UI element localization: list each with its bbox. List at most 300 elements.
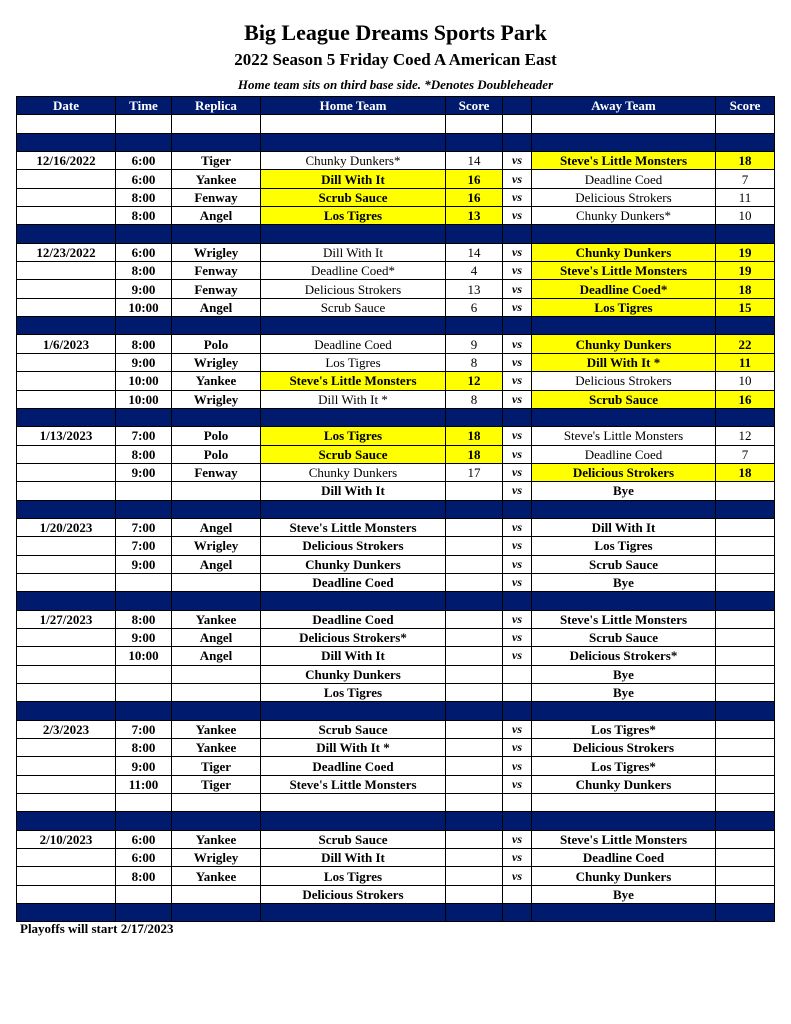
game-row: [17, 757, 775, 775]
col-header-away-score: Score: [716, 97, 775, 115]
home-score-cell: 17: [446, 463, 503, 481]
separator-cell: [116, 904, 172, 922]
away-team-cell: Los Tigres*: [532, 720, 716, 738]
home-score-cell: [446, 647, 503, 665]
separator-cell: [532, 812, 716, 830]
time-cell: 7:00: [116, 518, 172, 536]
home-score-cell: 16: [446, 188, 503, 206]
time-cell: 6:00: [116, 830, 172, 848]
separator-cell: [261, 317, 446, 335]
separator-cell: [17, 812, 116, 830]
away-team-cell: Delicious Strokers: [532, 372, 716, 390]
vs-cell: vs: [503, 372, 532, 390]
game-row: [17, 280, 775, 298]
separator-cell: [172, 225, 261, 243]
home-score-cell: [446, 518, 503, 536]
away-score-cell: [716, 867, 775, 885]
time-cell: 10:00: [116, 647, 172, 665]
away-team-cell: Bye: [532, 482, 716, 500]
time-cell: 8:00: [116, 188, 172, 206]
vs-cell: vs: [503, 207, 532, 225]
away-score-cell: [716, 628, 775, 646]
away-score-cell: 10: [716, 372, 775, 390]
separator-cell: [446, 500, 503, 518]
time-cell: 10:00: [116, 298, 172, 316]
date-cell: [17, 555, 116, 573]
col-header-home-team: Home Team: [261, 97, 446, 115]
page-title: Big League Dreams Sports Park: [244, 20, 547, 45]
away-score-cell: [716, 830, 775, 848]
home-team-cell: Dill With It *: [261, 390, 446, 408]
separator-cell: [17, 317, 116, 335]
home-score-cell: [446, 628, 503, 646]
game-row: [17, 170, 775, 188]
game-row: [17, 243, 775, 261]
away-team-cell: Scrub Sauce: [532, 555, 716, 573]
away-team-cell: Deadline Coed: [532, 170, 716, 188]
replica-cell: Fenway: [172, 188, 261, 206]
game-row: [17, 427, 775, 445]
vs-cell: [503, 684, 532, 702]
replica-cell: Angel: [172, 647, 261, 665]
vs-cell: vs: [503, 463, 532, 481]
separator-cell: [503, 225, 532, 243]
date-cell: [17, 372, 116, 390]
away-team-cell: Los Tigres*: [532, 757, 716, 775]
separator-cell: [446, 133, 503, 151]
date-cell: [17, 262, 116, 280]
replica-cell: Wrigley: [172, 243, 261, 261]
home-score-cell: [446, 830, 503, 848]
game-row: [17, 518, 775, 536]
separator-cell: [532, 225, 716, 243]
vs-cell: vs: [503, 537, 532, 555]
home-team-cell: Dill With It: [261, 647, 446, 665]
replica-cell: Polo: [172, 445, 261, 463]
away-team-cell: Los Tigres: [532, 537, 716, 555]
separator-cell: [172, 500, 261, 518]
vs-cell: vs: [503, 775, 532, 793]
replica-cell: Angel: [172, 298, 261, 316]
home-team-cell: Deadline Coed: [261, 757, 446, 775]
blank-cell: [503, 115, 532, 133]
replica-cell: Tiger: [172, 775, 261, 793]
separator-cell: [116, 812, 172, 830]
game-row: [17, 537, 775, 555]
separator-cell: [716, 904, 775, 922]
separator-cell: [172, 317, 261, 335]
separator-cell: [261, 592, 446, 610]
game-row: [17, 445, 775, 463]
home-score-cell: [446, 482, 503, 500]
vs-cell: vs: [503, 739, 532, 757]
separator-cell: [716, 812, 775, 830]
replica-cell: Polo: [172, 335, 261, 353]
away-team-cell: Scrub Sauce: [532, 390, 716, 408]
separator-cell: [446, 702, 503, 720]
away-team-cell: Deadline Coed*: [532, 280, 716, 298]
time-cell: [116, 684, 172, 702]
replica-cell: Wrigley: [172, 353, 261, 371]
time-cell: [116, 482, 172, 500]
date-cell: [17, 188, 116, 206]
date-cell: [17, 885, 116, 903]
vs-cell: vs: [503, 757, 532, 775]
game-row: [17, 335, 775, 353]
separator-cell: [503, 408, 532, 426]
col-header-vs: [503, 97, 532, 115]
vs-cell: vs: [503, 353, 532, 371]
home-score-cell: [446, 720, 503, 738]
game-row: [17, 573, 775, 591]
replica-cell: [172, 573, 261, 591]
away-score-cell: 18: [716, 280, 775, 298]
date-cell: [17, 463, 116, 481]
separator-cell: [172, 812, 261, 830]
time-cell: 6:00: [116, 849, 172, 867]
home-score-cell: [446, 555, 503, 573]
game-row: [17, 262, 775, 280]
home-score-cell: [446, 849, 503, 867]
home-team-cell: Chunky Dunkers: [261, 463, 446, 481]
separator-cell: [446, 408, 503, 426]
date-cell: 12/16/2022: [17, 152, 116, 170]
date-cell: 1/6/2023: [17, 335, 116, 353]
away-score-cell: [716, 573, 775, 591]
away-score-cell: [716, 665, 775, 683]
time-cell: 8:00: [116, 739, 172, 757]
away-score-cell: 16: [716, 390, 775, 408]
separator-cell: [116, 592, 172, 610]
away-score-cell: [716, 518, 775, 536]
separator-cell: [261, 133, 446, 151]
date-cell: [17, 867, 116, 885]
separator-cell: [716, 500, 775, 518]
blank-cell: [716, 794, 775, 812]
vs-cell: vs: [503, 518, 532, 536]
home-score-cell: 14: [446, 152, 503, 170]
separator-cell: [446, 225, 503, 243]
home-team-cell: Deadline Coed*: [261, 262, 446, 280]
separator-cell: [116, 408, 172, 426]
time-cell: 11:00: [116, 775, 172, 793]
away-score-cell: 18: [716, 152, 775, 170]
time-cell: [116, 573, 172, 591]
game-row: [17, 482, 775, 500]
separator-row: [17, 225, 775, 243]
home-score-cell: 18: [446, 445, 503, 463]
replica-cell: Yankee: [172, 372, 261, 390]
vs-cell: [503, 885, 532, 903]
away-team-cell: Deadline Coed: [532, 445, 716, 463]
time-cell: 8:00: [116, 335, 172, 353]
away-team-cell: Bye: [532, 684, 716, 702]
date-cell: [17, 647, 116, 665]
replica-cell: Angel: [172, 207, 261, 225]
home-score-cell: 9: [446, 335, 503, 353]
separator-cell: [446, 317, 503, 335]
time-cell: 8:00: [116, 610, 172, 628]
home-team-cell: Dill With It: [261, 482, 446, 500]
vs-cell: vs: [503, 152, 532, 170]
away-team-cell: Bye: [532, 885, 716, 903]
home-score-cell: 8: [446, 353, 503, 371]
blank-cell: [261, 794, 446, 812]
vs-cell: vs: [503, 610, 532, 628]
separator-cell: [532, 133, 716, 151]
home-team-cell: Los Tigres: [261, 427, 446, 445]
replica-cell: [172, 684, 261, 702]
blank-cell: [532, 794, 716, 812]
home-score-cell: [446, 573, 503, 591]
vs-cell: vs: [503, 573, 532, 591]
replica-cell: Yankee: [172, 830, 261, 848]
replica-cell: Fenway: [172, 280, 261, 298]
replica-cell: Fenway: [172, 262, 261, 280]
time-cell: 10:00: [116, 390, 172, 408]
date-cell: [17, 628, 116, 646]
away-score-cell: 22: [716, 335, 775, 353]
away-score-cell: [716, 555, 775, 573]
home-team-cell: Steve's Little Monsters: [261, 372, 446, 390]
home-score-cell: [446, 739, 503, 757]
col-header-replica: Replica: [172, 97, 261, 115]
away-score-cell: [716, 684, 775, 702]
separator-cell: [532, 592, 716, 610]
away-team-cell: Delicious Strokers: [532, 463, 716, 481]
date-cell: [17, 849, 116, 867]
away-team-cell: Steve's Little Monsters: [532, 262, 716, 280]
replica-cell: Angel: [172, 555, 261, 573]
blank-cell: [446, 115, 503, 133]
separator-cell: [503, 812, 532, 830]
away-score-cell: [716, 775, 775, 793]
away-team-cell: Chunky Dunkers: [532, 775, 716, 793]
away-team-cell: Delicious Strokers: [532, 739, 716, 757]
game-row: [17, 353, 775, 371]
away-team-cell: Dill With It *: [532, 353, 716, 371]
col-header-time: Time: [116, 97, 172, 115]
game-row: [17, 152, 775, 170]
away-team-cell: Chunky Dunkers: [532, 335, 716, 353]
home-score-cell: 8: [446, 390, 503, 408]
separator-cell: [503, 592, 532, 610]
game-row: [17, 463, 775, 481]
home-score-cell: [446, 537, 503, 555]
vs-cell: vs: [503, 170, 532, 188]
date-cell: 1/20/2023: [17, 518, 116, 536]
blank-cell: [172, 794, 261, 812]
away-team-cell: Delicious Strokers*: [532, 647, 716, 665]
game-row: [17, 207, 775, 225]
away-team-cell: Steve's Little Monsters: [532, 152, 716, 170]
replica-cell: Angel: [172, 518, 261, 536]
away-team-cell: Bye: [532, 573, 716, 591]
home-score-cell: 13: [446, 207, 503, 225]
separator-cell: [116, 702, 172, 720]
game-row: [17, 372, 775, 390]
blank-row: [17, 794, 775, 812]
date-cell: [17, 207, 116, 225]
vs-cell: vs: [503, 445, 532, 463]
replica-cell: Tiger: [172, 152, 261, 170]
date-cell: [17, 739, 116, 757]
separator-cell: [17, 408, 116, 426]
home-team-cell: Chunky Dunkers: [261, 665, 446, 683]
date-cell: [17, 390, 116, 408]
date-cell: 12/23/2022: [17, 243, 116, 261]
separator-cell: [446, 592, 503, 610]
home-team-cell: Los Tigres: [261, 207, 446, 225]
vs-cell: vs: [503, 188, 532, 206]
replica-cell: Wrigley: [172, 390, 261, 408]
home-score-cell: [446, 867, 503, 885]
away-team-cell: Steve's Little Monsters: [532, 427, 716, 445]
away-team-cell: Delicious Strokers: [532, 188, 716, 206]
separator-cell: [172, 702, 261, 720]
replica-cell: Wrigley: [172, 537, 261, 555]
separator-cell: [17, 904, 116, 922]
blank-cell: [261, 115, 446, 133]
time-cell: 7:00: [116, 427, 172, 445]
home-team-cell: Dill With It: [261, 243, 446, 261]
time-cell: [116, 665, 172, 683]
away-score-cell: 7: [716, 445, 775, 463]
blank-cell: [172, 115, 261, 133]
away-score-cell: 10: [716, 207, 775, 225]
date-cell: 2/10/2023: [17, 830, 116, 848]
separator-cell: [503, 317, 532, 335]
separator-cell: [172, 408, 261, 426]
date-cell: [17, 170, 116, 188]
vs-cell: vs: [503, 280, 532, 298]
separator-cell: [503, 702, 532, 720]
away-score-cell: 19: [716, 262, 775, 280]
date-cell: 2/3/2023: [17, 720, 116, 738]
away-score-cell: 18: [716, 463, 775, 481]
replica-cell: Yankee: [172, 170, 261, 188]
blank-cell: [446, 794, 503, 812]
replica-cell: Yankee: [172, 610, 261, 628]
separator-cell: [17, 225, 116, 243]
vs-cell: vs: [503, 647, 532, 665]
replica-cell: Yankee: [172, 720, 261, 738]
home-team-cell: Scrub Sauce: [261, 298, 446, 316]
home-score-cell: 13: [446, 280, 503, 298]
time-cell: 6:00: [116, 170, 172, 188]
page-subtitle: 2022 Season 5 Friday Coed A American East: [234, 50, 557, 69]
home-team-cell: Steve's Little Monsters: [261, 518, 446, 536]
separator-row: [17, 592, 775, 610]
separator-cell: [261, 408, 446, 426]
away-score-cell: 15: [716, 298, 775, 316]
home-team-cell: Scrub Sauce: [261, 188, 446, 206]
time-cell: 7:00: [116, 537, 172, 555]
separator-row: [17, 317, 775, 335]
replica-cell: [172, 482, 261, 500]
separator-cell: [532, 500, 716, 518]
away-team-cell: Dill With It: [532, 518, 716, 536]
date-cell: [17, 775, 116, 793]
away-score-cell: 11: [716, 353, 775, 371]
vs-cell: vs: [503, 390, 532, 408]
vs-cell: vs: [503, 867, 532, 885]
away-score-cell: [716, 482, 775, 500]
game-row: [17, 188, 775, 206]
game-row: [17, 830, 775, 848]
date-cell: [17, 280, 116, 298]
separator-row: [17, 133, 775, 151]
separator-cell: [261, 904, 446, 922]
separator-cell: [716, 225, 775, 243]
game-row: [17, 298, 775, 316]
home-team-cell: Deadline Coed: [261, 610, 446, 628]
game-row: [17, 684, 775, 702]
replica-cell: Angel: [172, 628, 261, 646]
separator-cell: [17, 592, 116, 610]
vs-cell: vs: [503, 427, 532, 445]
home-score-cell: [446, 885, 503, 903]
separator-cell: [716, 317, 775, 335]
vs-cell: vs: [503, 335, 532, 353]
time-cell: 8:00: [116, 445, 172, 463]
date-cell: [17, 537, 116, 555]
away-score-cell: 7: [716, 170, 775, 188]
date-cell: [17, 482, 116, 500]
replica-cell: Tiger: [172, 757, 261, 775]
vs-cell: vs: [503, 243, 532, 261]
time-cell: 8:00: [116, 867, 172, 885]
separator-cell: [17, 133, 116, 151]
page-note: Home team sits on third base side. *Denotes Doubleheader: [237, 77, 554, 92]
replica-cell: [172, 665, 261, 683]
time-cell: 6:00: [116, 243, 172, 261]
home-team-cell: Dill With It *: [261, 739, 446, 757]
date-cell: [17, 684, 116, 702]
game-row: [17, 647, 775, 665]
separator-cell: [503, 500, 532, 518]
separator-row: [17, 904, 775, 922]
separator-row: [17, 702, 775, 720]
separator-cell: [716, 592, 775, 610]
replica-cell: Yankee: [172, 867, 261, 885]
away-team-cell: Chunky Dunkers: [532, 867, 716, 885]
away-score-cell: 11: [716, 188, 775, 206]
home-score-cell: [446, 757, 503, 775]
replica-cell: Wrigley: [172, 849, 261, 867]
home-team-cell: Scrub Sauce: [261, 445, 446, 463]
home-team-cell: Chunky Dunkers: [261, 555, 446, 573]
away-team-cell: Chunky Dunkers: [532, 243, 716, 261]
game-row: [17, 720, 775, 738]
separator-cell: [503, 133, 532, 151]
col-header-home-score: Score: [446, 97, 503, 115]
home-team-cell: Los Tigres: [261, 867, 446, 885]
away-score-cell: [716, 537, 775, 555]
time-cell: 10:00: [116, 372, 172, 390]
away-team-cell: Scrub Sauce: [532, 628, 716, 646]
date-cell: 1/27/2023: [17, 610, 116, 628]
vs-cell: vs: [503, 555, 532, 573]
separator-cell: [17, 500, 116, 518]
away-score-cell: [716, 757, 775, 775]
schedule-body: [17, 115, 775, 922]
blank-cell: [716, 115, 775, 133]
game-row: [17, 885, 775, 903]
vs-cell: [503, 665, 532, 683]
home-team-cell: Dill With It: [261, 170, 446, 188]
home-team-cell: Delicious Strokers*: [261, 628, 446, 646]
